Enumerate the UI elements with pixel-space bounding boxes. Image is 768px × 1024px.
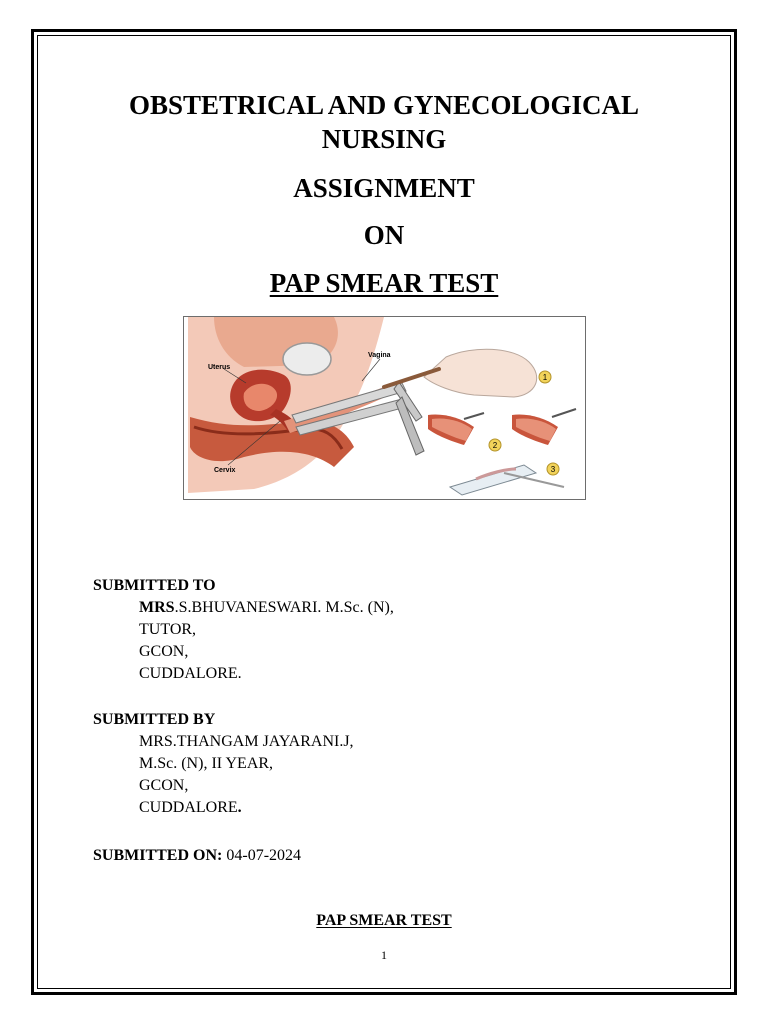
uterus-label: Uterus (208, 364, 231, 371)
name-prefix: MRS (139, 599, 175, 616)
city-period: . (237, 799, 242, 816)
city-text: CUDDALORE (139, 799, 238, 816)
footer-title: PAP SMEAR TEST (316, 912, 452, 929)
title-line-2: NURSING (321, 124, 447, 154)
step-marker-3: 3 (550, 465, 556, 474)
vagina-label: Vagina (368, 352, 391, 359)
submitted-to-section (93, 575, 394, 685)
document-title (0, 88, 768, 156)
pap-smear-procedure-illustration (184, 317, 585, 499)
step-marker-1: 1 (542, 373, 548, 382)
submitted-to-name (93, 597, 394, 619)
topic-heading: PAP SMEAR TEST (269, 268, 499, 298)
submitted-on-date: 04-07-2024 (226, 847, 302, 864)
page-number: 1 (381, 948, 387, 962)
submitted-by-city (93, 797, 354, 819)
submitted-to-heading: SUBMITTED TO (93, 577, 216, 594)
title-line-1: OBSTETRICAL AND GYNECOLOGICAL (128, 90, 640, 120)
submitted-to-designation: TUTOR, (139, 621, 197, 638)
submitted-on-section (93, 845, 301, 867)
submitted-by-institution: GCON, (139, 777, 189, 794)
submitted-to-city: CUDDALORE. (139, 665, 242, 682)
submitted-by-heading: SUBMITTED BY (93, 711, 216, 728)
submitted-by-course: M.Sc. (N), II YEAR, (139, 755, 274, 772)
on-heading: ON (363, 220, 405, 250)
submitted-on-heading: SUBMITTED ON: (93, 847, 223, 864)
pap-smear-illustration (183, 316, 586, 500)
step-marker-2: 2 (492, 441, 498, 450)
submitted-to-institution: GCON, (139, 643, 189, 660)
assignment-heading: ASSIGNMENT (293, 173, 475, 203)
submitted-by-section (93, 709, 354, 819)
name-rest: .S.BHUVANESWARI. M.Sc. (N), (174, 599, 394, 616)
submitted-by-name: MRS.THANGAM JAYARANI.J, (139, 733, 354, 750)
cervix-label: Cervix (214, 467, 236, 474)
